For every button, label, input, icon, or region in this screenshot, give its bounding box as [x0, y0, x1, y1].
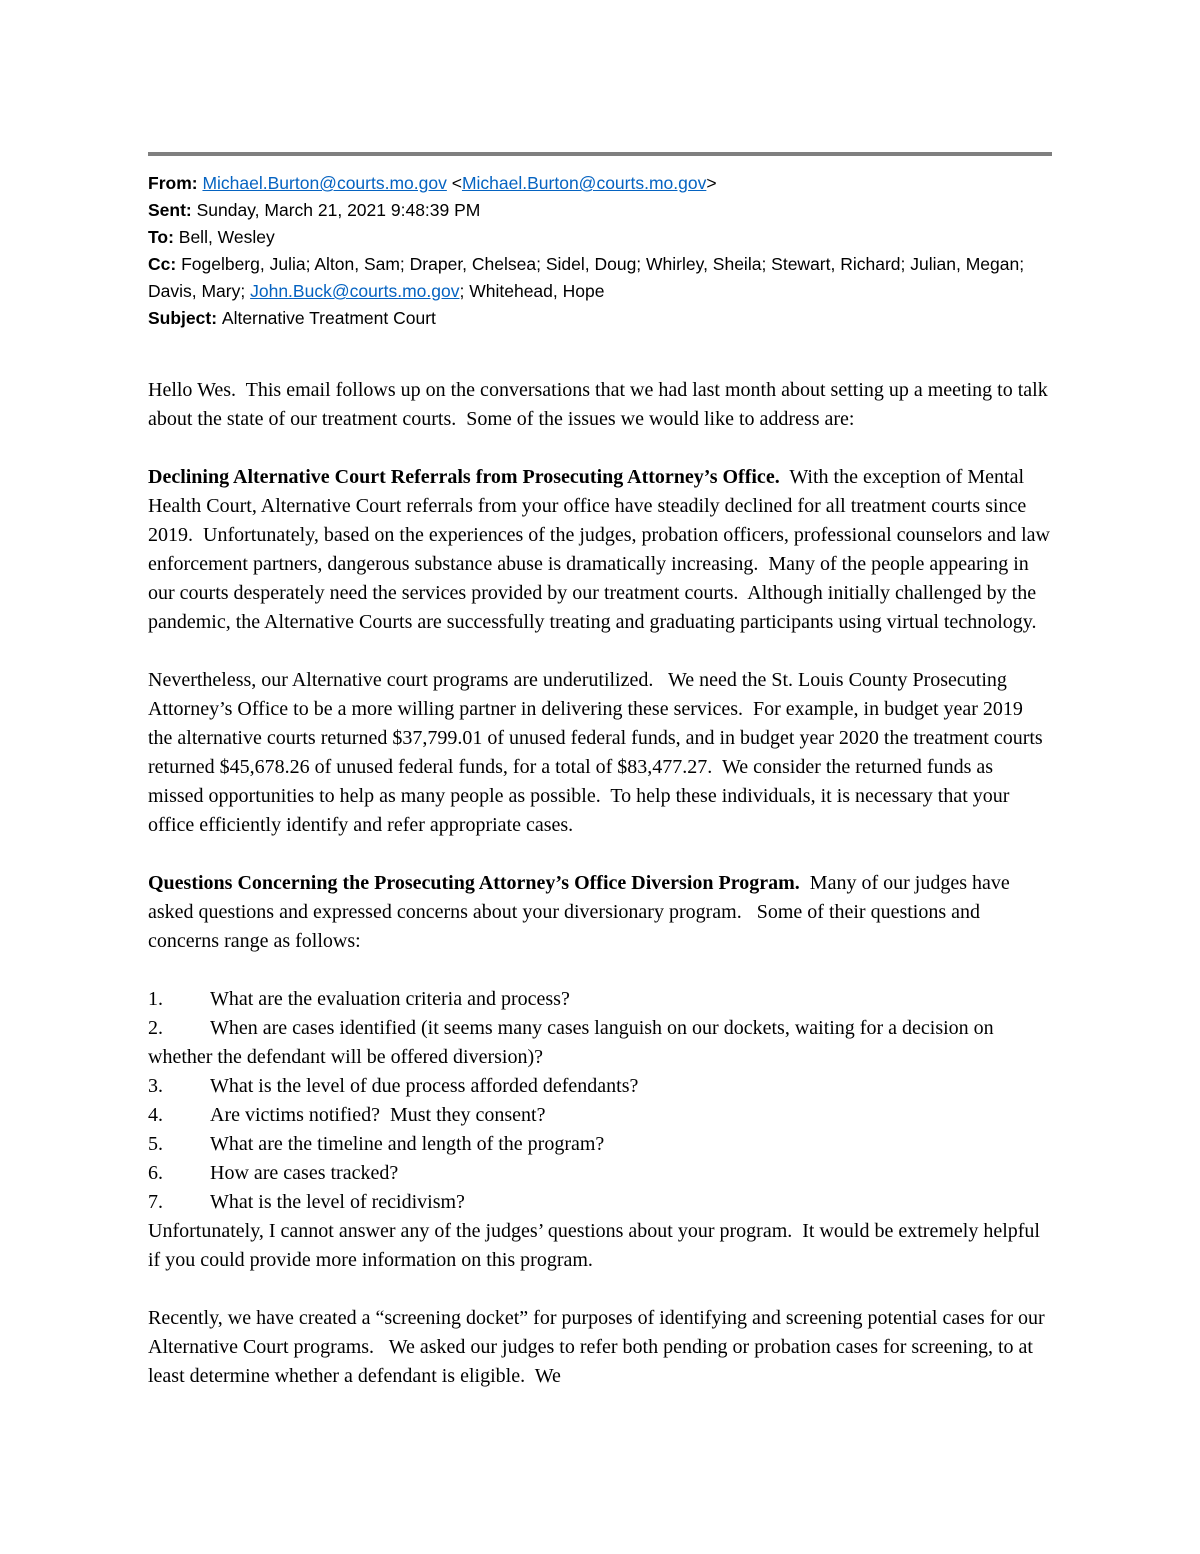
list-item	[148, 1072, 1052, 1101]
list-item	[148, 1130, 1052, 1159]
list-item-text: Are victims notified? Must they consent?	[210, 1104, 546, 1126]
sent-line	[148, 197, 1052, 224]
from-bracket-close: >	[706, 173, 717, 193]
cc-email-link[interactable]: John.Buck@courts.mo.gov	[250, 281, 460, 301]
list-item-text: What is the level of due process afforded defendants?	[210, 1075, 639, 1097]
from-email-link-2[interactable]: Michael.Burton@courts.mo.gov	[461, 173, 707, 193]
list-item	[148, 1101, 1052, 1130]
list-item-number: 1.	[148, 988, 163, 1010]
from-line	[148, 170, 1052, 197]
top-divider	[148, 152, 1052, 156]
list-item-text: What are the timeline and length of the program?	[210, 1133, 605, 1155]
list-item	[148, 1014, 1052, 1072]
paragraph-diversion-questions-heading: Questions Concerning the Prosecuting Attorney’s Office Diversion Program.	[148, 872, 800, 894]
paragraph-declining-referrals	[148, 463, 1055, 637]
paragraph-diversion-questions-text: Many of our judges have asked questions and expressed concerns about your diversionary program. Some of their questions and concerns range as follows:	[148, 872, 1015, 952]
paragraph-diversion-questions	[148, 869, 1052, 956]
cc-line	[148, 251, 1052, 305]
list-item-text: What are the evaluation criteria and process?	[210, 988, 570, 1010]
list-item-number: 2.	[148, 1017, 163, 1039]
paragraph-screening-docket: Recently, we have created a “screening docket” for purposes of identifying and screening potential cases for our Alternative Court programs. We asked our judges to refer both pending or probation cases for screening, to at least determine whether a defendant is eligible. We	[148, 1307, 1049, 1387]
to-value: Bell, Wesley	[178, 227, 275, 247]
list-item-text: What is the level of recidivism?	[210, 1191, 465, 1213]
from-bracket-open: <	[446, 173, 462, 193]
paragraph-greeting: Hello Wes. This email follows up on the conversations that we had last month about setting up a meeting to talk about the state of our treatment courts. Some of the issues we would like to address are:	[148, 379, 1053, 430]
sent-label: Sent:	[148, 200, 197, 220]
cc-label: Cc:	[148, 254, 182, 274]
list-item	[148, 1188, 1052, 1217]
from-label: From:	[148, 173, 203, 193]
paragraph-cannot-answer: Unfortunately, I cannot answer any of the judges’ questions about your program. It would be extremely helpful if you could provide more information on this program.	[148, 1220, 1045, 1271]
email-body	[148, 376, 1055, 1391]
list-item-text: How are cases tracked?	[210, 1162, 399, 1184]
paragraph-declining-referrals-text: With the exception of Mental Health Court, Alternative Court referrals from your office have steadily declined for all treatment courts since 2019. Unfortunately, based on the experiences of the judges, probation officers, professional counselors and law enforcement partners, dangerous substance abuse is dramatically increasing. Many of the people appearing in our courts desperately need the services provided by our treatment courts. Although initially challenged by the pandemic, the Alternative Courts are successfully treating and graduating participants using virtual technology.	[148, 466, 1055, 633]
paragraph-underutilized: Nevertheless, our Alternative court programs are underutilized. We need the St. Louis County Prosecuting Attorney’s Office to be a more willing partner in delivering these services. For example, in budget year 2019 the alternative courts returned $37,799.01 of unused federal funds, and in budget year 2020 the treatment courts returned $45,678.26 of unused federal funds, for a total of $83,477.27. We consider the returned funds as missed opportunities to help as many people as possible. To help these individuals, it is necessary that your office efficiently identify and refer appropriate cases.	[148, 669, 1048, 836]
sent-value: Sunday, March 21, 2021 9:48:39 PM	[196, 200, 481, 220]
list-item	[148, 985, 1052, 1014]
from-email-link[interactable]: Michael.Burton@courts.mo.gov	[202, 173, 447, 193]
to-line	[148, 224, 1052, 251]
cc-names-end: ; Whitehead, Hope	[459, 281, 605, 301]
subject-label: Subject:	[148, 308, 222, 328]
list-item-number: 4.	[148, 1104, 163, 1126]
subject-value: Alternative Treatment Court	[221, 308, 436, 328]
to-label: To:	[148, 227, 179, 247]
subject-line	[148, 305, 1052, 332]
list-item-number: 7.	[148, 1191, 163, 1213]
list-item-number: 3.	[148, 1075, 163, 1097]
list-item	[148, 1159, 1052, 1188]
questions-list	[148, 985, 1052, 1217]
paragraph-declining-referrals-heading: Declining Alternative Court Referrals from Prosecuting Attorney’s Office.	[148, 466, 780, 488]
list-item-text: When are cases identified (it seems many cases languish on our dockets, waiting for a decision on whether the defendant will be offered diversion)?	[148, 1017, 999, 1068]
cc-names: Fogelberg, Julia; Alton, Sam; Draper, Chelsea; Sidel, Doug; Whirley, Sheila; Stewart, Richard; Julian, Megan; Davis, Mary;	[148, 254, 1029, 301]
email-header	[148, 170, 1052, 332]
list-item-number: 5.	[148, 1133, 163, 1155]
list-item-number: 6.	[148, 1162, 163, 1184]
